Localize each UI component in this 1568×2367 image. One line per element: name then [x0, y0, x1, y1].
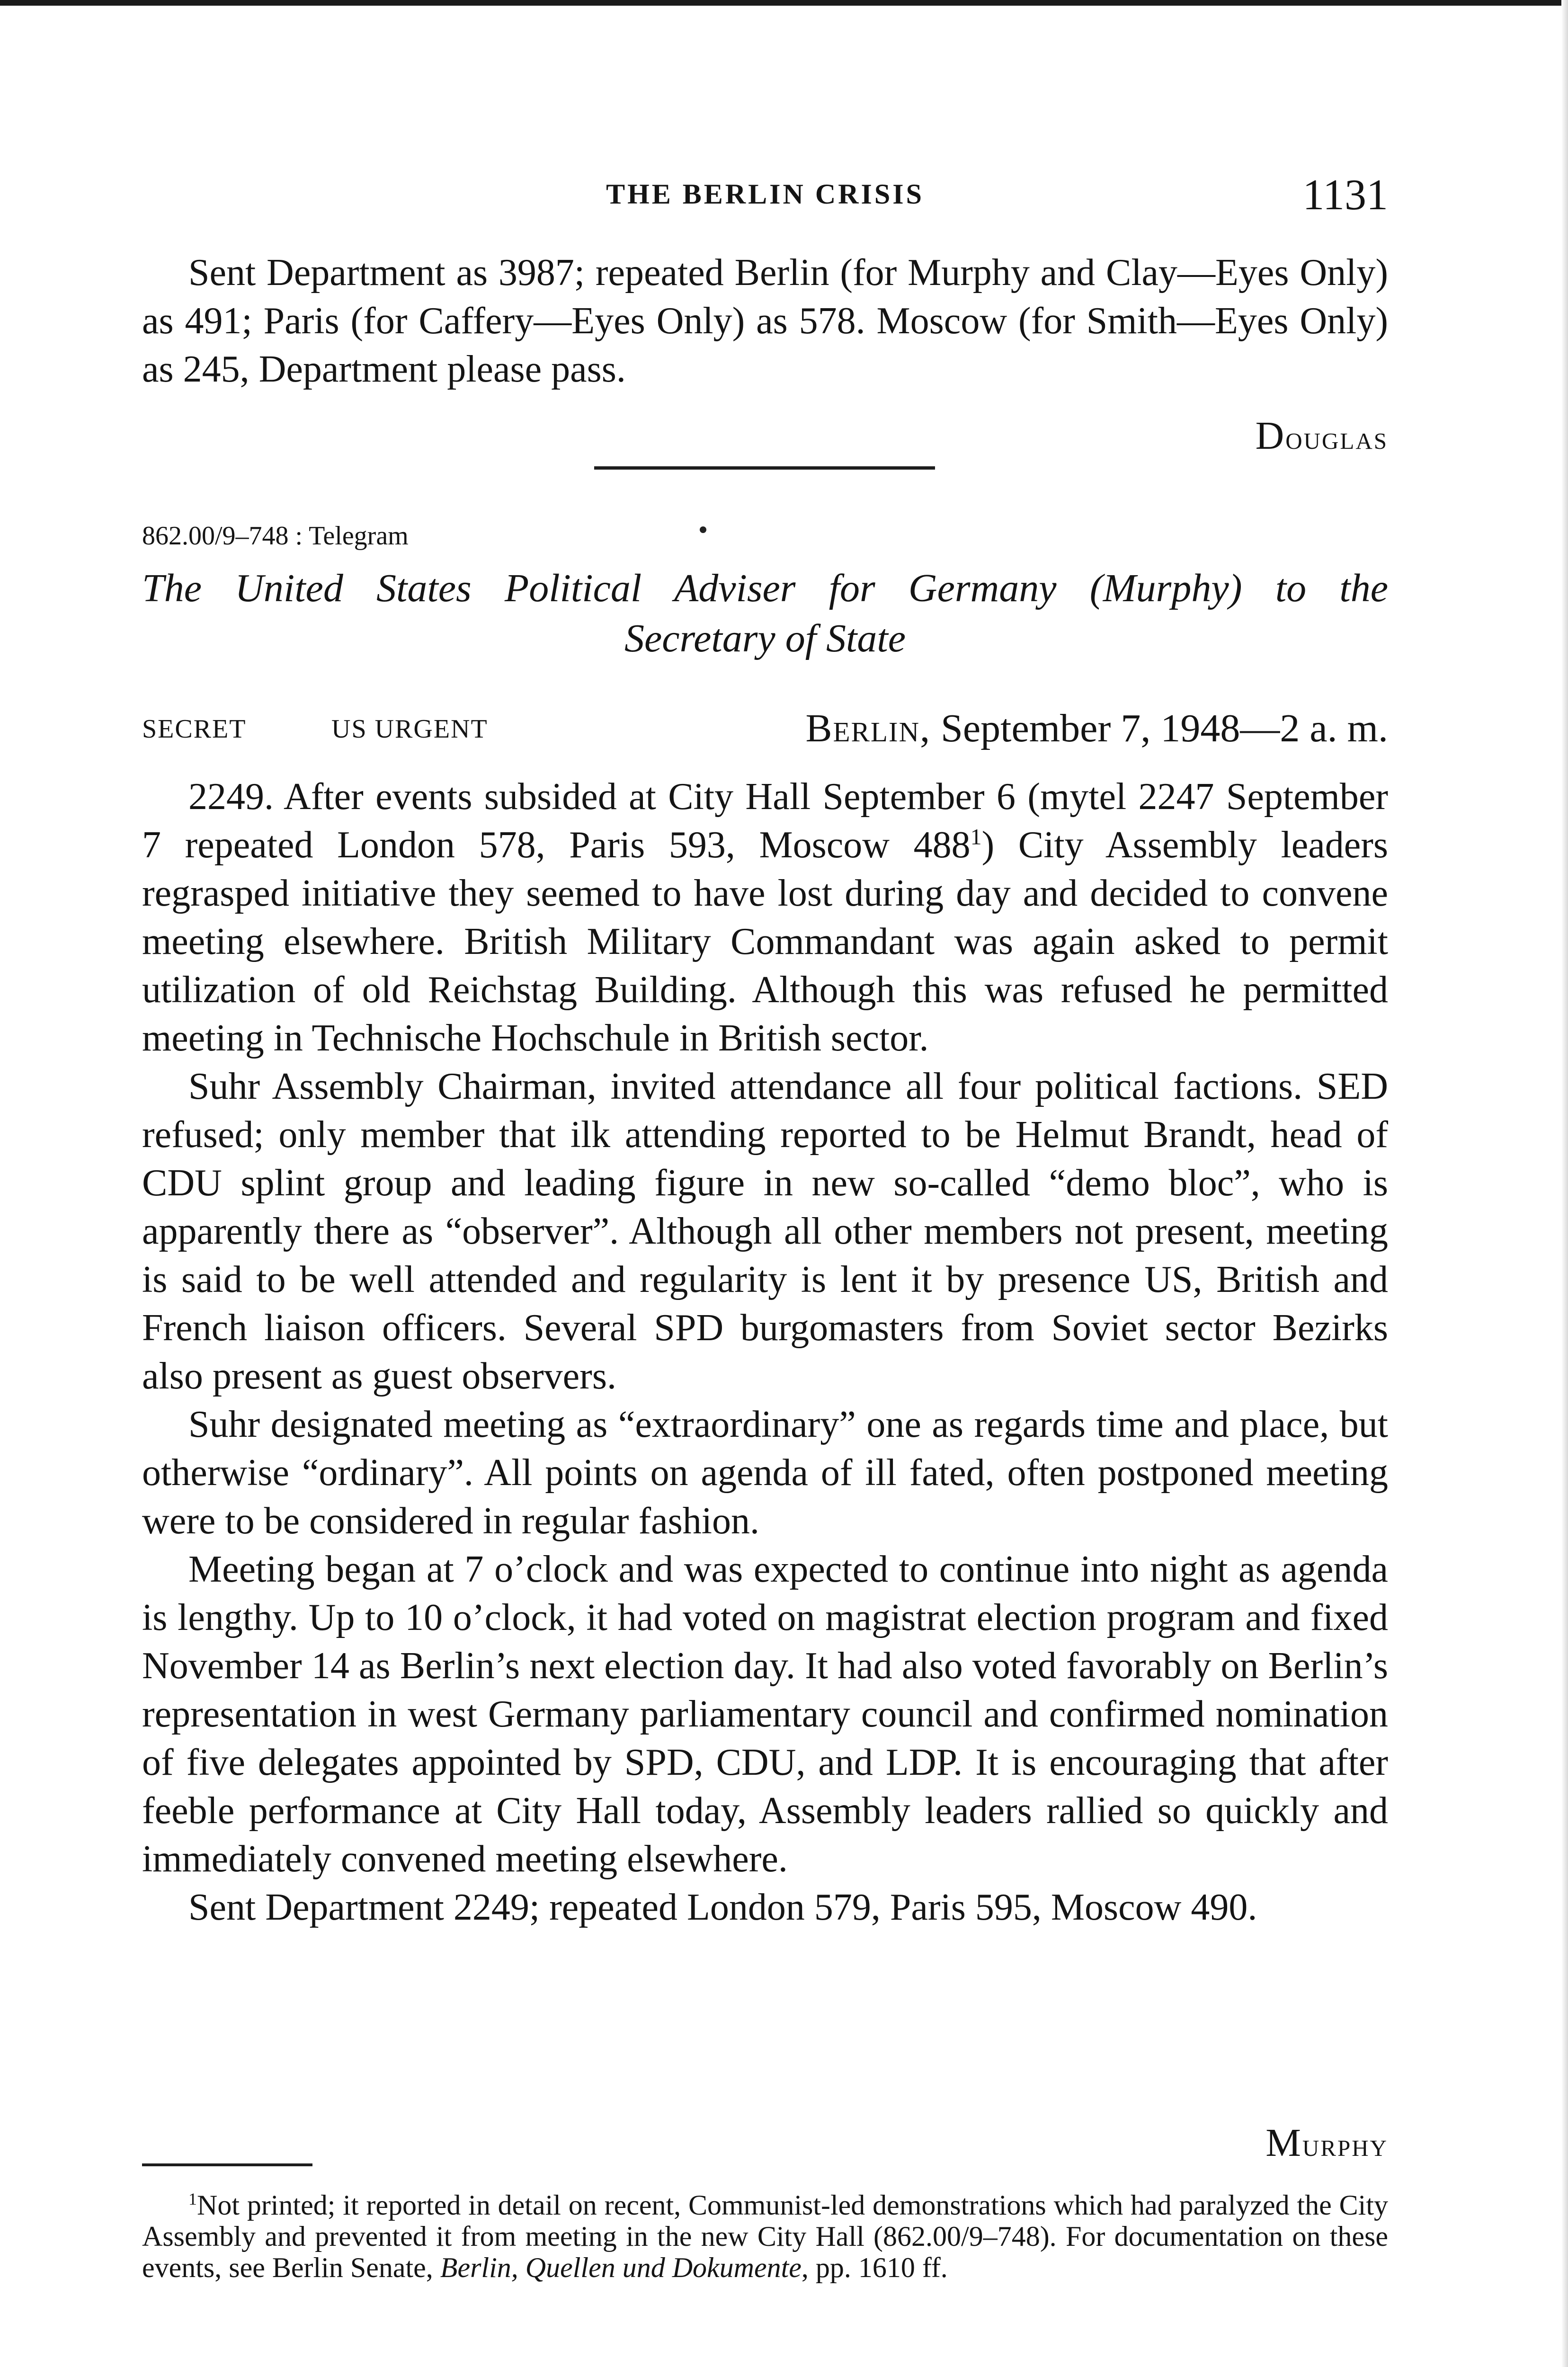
heading-line-2: Secretary of State: [624, 616, 906, 660]
caption-row: [142, 705, 1388, 757]
stray-dot-mark: [700, 526, 706, 533]
heading-line-1: The United States Political Adviser for Germany (Murphy) to the: [142, 566, 1388, 610]
footnote-source-title: Berlin, Quellen und Dokumente: [440, 2252, 802, 2283]
telegram-body: [142, 773, 1388, 1931]
scan-top-edge: [0, 0, 1568, 6]
section-divider: [594, 466, 935, 470]
file-reference: 862.00/9–748 : Telegram: [142, 521, 409, 551]
paragraph-1-text-b: ) City Assembly leaders regrasped initiative they seemed to have lost during day and decided to convene meeting elsewhere. British Military Commandant was again asked to permit utilization of old Reichstag Building. Although this was refused he permitted meeting in Technische Hochschule in British sector.: [142, 824, 1389, 1059]
running-head: [142, 169, 1388, 226]
paragraph-4: Meeting began at 7 o’clock and was expected to continue into night as agenda is lengthy. Up to 10 o’clock, it had voted on magistrat election program and fixed November 14 as Berlin’s next election day. It had also voted favorably on Berlin’s representation in west Germany parliamentary council and confirmed nomination of five delegates appointed by SPD, CDU, and LDP. It is encouraging that after feeble performance at City Hall today, Assembly leaders rallied so quickly and immediately convened meeting elsewhere.: [142, 1548, 1388, 1880]
paragraph-1: [142, 773, 1388, 1062]
running-title: THE BERLIN CRISIS: [606, 178, 924, 210]
scan-right-edge: [1561, 0, 1568, 2367]
footnote: [142, 2189, 1388, 2283]
page-number: 1131: [1302, 170, 1388, 219]
footnote-text-a: Not printed; it reported in detail on recent, Communist-led demonstrations which had paralyzed the City Assembly and prevented it from meeting in the new City Hall (862.00/9–748). For documentation on these events, see Berlin Senate,: [142, 2189, 1388, 2283]
dateline: [805, 705, 1388, 751]
paragraph-2: Suhr Assembly Chairman, invited attendance all four political factions. SED refused; only member that ilk attending reported to be Helmut Brandt, head of CDU splint group and leading figure in new so-called “demo bloc”, who is apparently there as “observer”. Although all other members not present, meeting is said to be well attended and regularity is lent it by presence US, British and French liaison officers. Several SPD burgomasters from Soviet sector Bezirks also present as guest observers.: [142, 1066, 1388, 1397]
footnote-text-b: , pp. 1610 ff.: [801, 2252, 948, 2283]
signature-murphy: Murphy: [1265, 2121, 1388, 2165]
footnote-divider: [142, 2163, 312, 2166]
signature-douglas: Douglas: [1255, 414, 1388, 458]
paragraph-1-text-a: 2249. After events subsided at City Hall September 6 (mytel 2247 September 7 repeated London 578, Paris 593, Moscow 488: [142, 776, 1388, 866]
classification: SECRET: [142, 714, 247, 744]
closing-paragraph: Sent Department as 3987; repeated Berlin (for Murphy and Clay—Eyes Only) as 491; Paris (for Caffery—Eyes Only) as 578. Moscow (for Smith—Eyes Only) as 245, Department please pass.: [142, 252, 1388, 390]
document-heading: [142, 563, 1388, 664]
previous-document-closing: [142, 249, 1388, 393]
paragraph-3: Suhr designated meeting as “extraordinary” one as regards time and place, but otherwise “ordinary”. All points on agenda of ill fated, often postponed meeting were to be considered in regular fashion.: [142, 1404, 1388, 1542]
paragraph-5: Sent Department 2249; repeated London 579, Paris 595, Moscow 490.: [188, 1886, 1257, 1928]
dateline-date: September 7, 1948—2 a. m.: [941, 706, 1388, 750]
dateline-place: Berlin,: [805, 706, 931, 750]
footnote-marker: 1: [188, 2189, 197, 2208]
precedence: US URGENT: [331, 714, 488, 744]
footnote-reference: 1: [970, 824, 982, 850]
